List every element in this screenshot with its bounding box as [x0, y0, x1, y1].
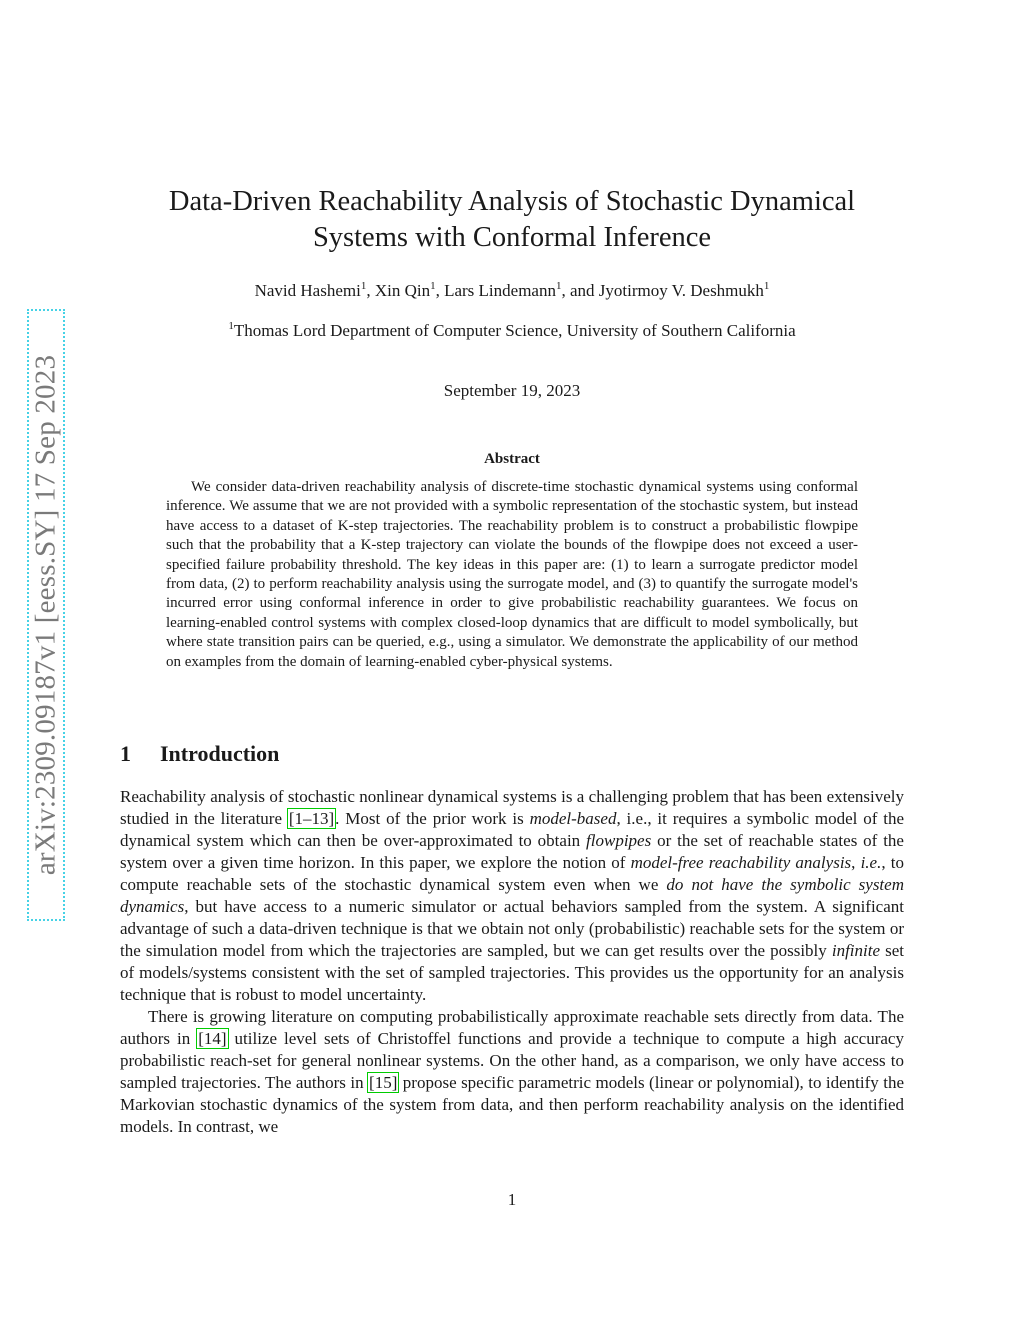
author-separator: , and: [561, 281, 599, 300]
emphasized-text: i.e.: [860, 853, 882, 872]
author-name: Xin Qin: [374, 281, 431, 300]
citation-link[interactable]: [15]: [369, 1073, 398, 1092]
title-line-2: Systems with Conformal Inference: [312, 222, 712, 253]
author-affiliation-mark: 1: [360, 280, 367, 292]
title-line-1: Data-Driven Reachability Analysis of Stochastic Dynamical: [168, 186, 856, 217]
introduction-body: [120, 786, 904, 1138]
body-text: , but have access to a numeric simulator or actual behaviors sampled from the system. A significant advantage of such a data-driven technique is that we obtain not only (probabilistic) reachable sets for the system or the simulation model from which the trajectories are sampled, but we can get results over the possibly: [120, 897, 904, 960]
body-text: or the set of reachable states of the system over a given time horizon. In this paper, we explore the notion of: [120, 831, 904, 872]
author-affiliation-mark: 1: [763, 280, 770, 292]
body-text: propose specific parametric models (linear or polynomial), to identify the Markovian stochastic dynamics of the system from data, and then perform reachability analysis on the identified models. In contrast, we: [120, 1073, 904, 1136]
section-heading: [120, 739, 279, 769]
body-text: . Most of the prior work is: [335, 809, 530, 828]
affiliation-text: Thomas Lord Department of Computer Science, University of Southern California: [233, 321, 796, 340]
author-separator: ,: [366, 281, 375, 300]
body-text: , to compute reachable sets of the stochastic dynamical system even when we: [120, 853, 904, 894]
page-number: 1: [507, 1190, 517, 1209]
paper-date: September 19, 2023: [443, 381, 581, 400]
intro-paragraph-2: [120, 1006, 904, 1138]
body-text: There is growing literature on computing probabilistically approximate reachable sets directly from data. The authors in: [120, 1007, 904, 1048]
abstract-heading: Abstract: [484, 451, 540, 467]
author-separator: ,: [435, 281, 445, 300]
citation-link[interactable]: [1–13]: [288, 809, 335, 828]
body-text: set of models/systems consistent with the set of sampled trajectories. This provides us the opportunity for an analysis technique that is robust to model uncertainty.: [120, 941, 904, 1004]
emphasized-text: model-free reachability analysis: [630, 853, 852, 872]
body-text: ,: [851, 853, 861, 872]
body-text: , i.e., it requires a symbolic model of the dynamical system which can then be over-approximated to obtain: [120, 809, 905, 850]
section-title: Introduction: [160, 741, 280, 766]
intro-paragraph-1: [120, 786, 904, 1006]
author-name: Navid Hashemi: [254, 281, 361, 300]
arxiv-identifier[interactable]: arXiv:2309.09187v1 [eess.SY] 17 Sep 2023: [29, 354, 62, 876]
abstract-text: We consider data-driven reachability analysis of discrete-time stochastic dynamical systems using conformal inference. We assume that we are not provided with a symbolic representation of the stochastic system, but instead have access to a dataset of K-step trajectories. The reachability problem is to construct a probabilistic flowpipe such that the probability that a K-step trajectory can violate the bounds of the flowpipe does not exceed a user-specified failure probability threshold. The key ideas in this paper are: (1) to learn a surrogate predictor model from data, (2) to perform reachability analysis using the surrogate model, and (3) to quantify the surrogate model's incurred error using conformal inference in order to give probabilistic reachability guarantees. We focus on learning-enabled control systems with complex closed-loop dynamics that are difficult to model symbolically, but where state transition pairs can be queried, e.g., using a simulator. We demonstrate the applicability of our method on examples from the domain of learning-enabled cyber-physical systems.: [166, 479, 858, 670]
emphasized-text: infinite: [831, 941, 881, 960]
emphasized-text: do not have the symbolic system dynamics: [120, 875, 904, 916]
body-text: Reachability analysis of stochastic nonlinear dynamical systems is a challenging problem that has been extensively studied in the literature: [120, 787, 904, 828]
emphasized-text: flowpipes: [586, 831, 652, 850]
affiliation: [120, 319, 904, 343]
body-text: utilize level sets of Christoffel functions and provide a technique to compute a high accuracy probabilistic reach-set for general nonlinear systems. On the other hand, as a comparison, we only have access to sampled trajectories. The authors in: [120, 1029, 904, 1092]
author-name: Jyotirmoy V. Deshmukh: [598, 281, 764, 300]
author-list: [120, 279, 904, 303]
author-name: Lars Lindemann: [444, 281, 556, 300]
author-affiliation-mark: 1: [430, 280, 436, 292]
author-affiliation-mark: 1: [555, 280, 562, 292]
section-number: 1: [120, 741, 131, 766]
paper-title: [120, 184, 904, 256]
affiliation-mark: 1: [228, 320, 234, 332]
citation-link[interactable]: [14]: [198, 1029, 227, 1048]
emphasized-text: model-based: [529, 809, 617, 828]
